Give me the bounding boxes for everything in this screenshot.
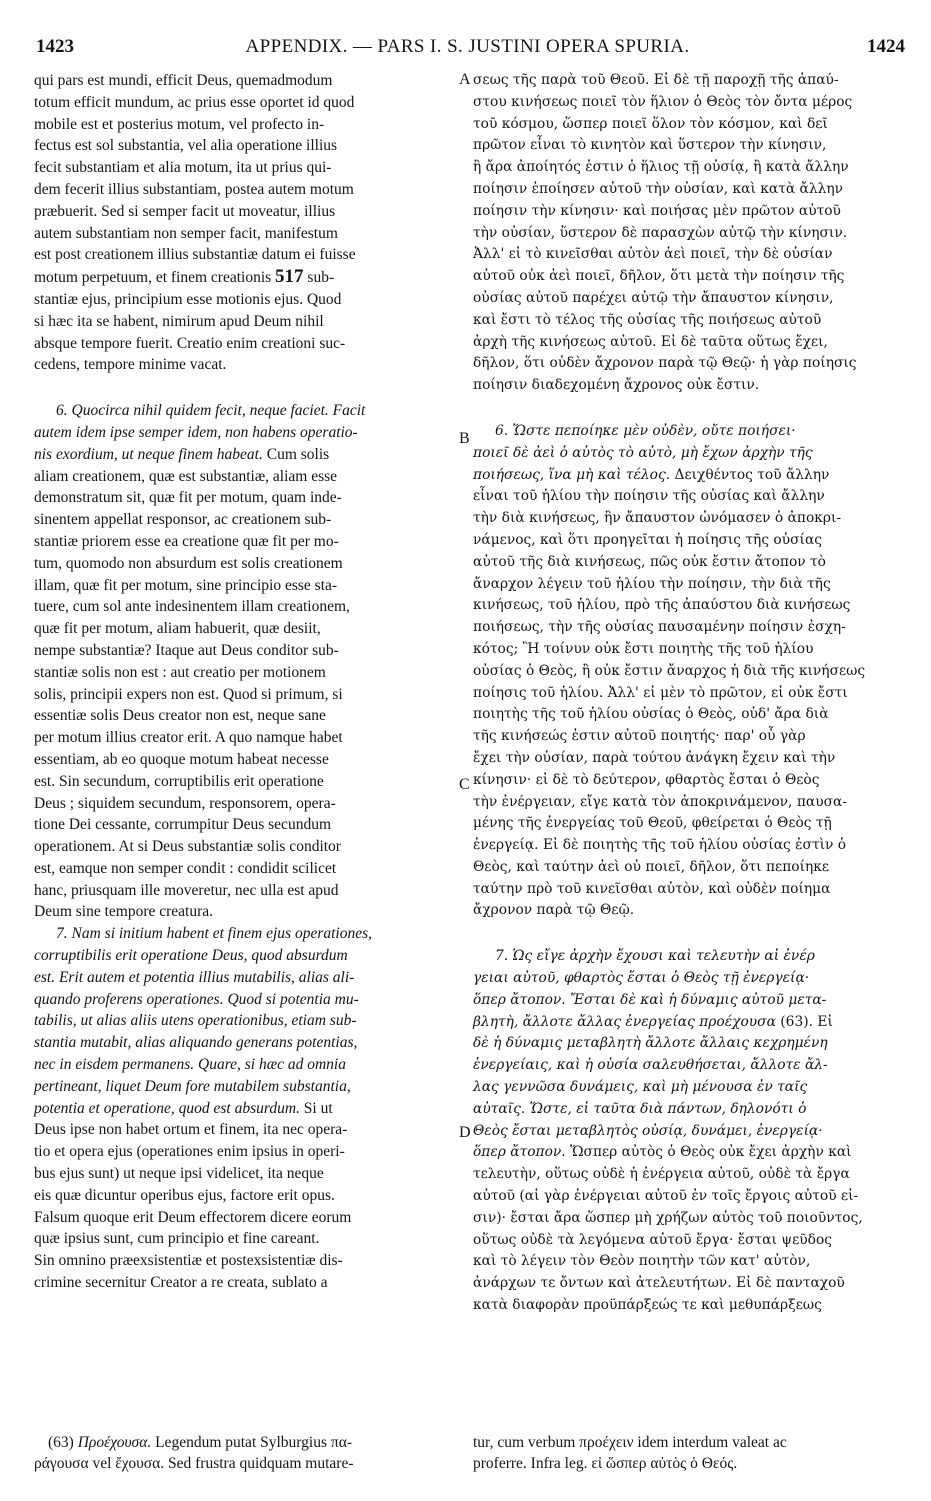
text-line: δὲ ἡ δύναμις μεταβλητὴ ἄλλοτε ἄλλαις κεχρημένη [473,1035,828,1052]
column-number: 517 [275,266,304,288]
page-number-right: 1424 [867,36,905,57]
footnote-line: ράγουσα vel ἔχουσα. Sed frustra quidquam mutare- [34,1455,354,1472]
roman-run: Si ut [299,1099,333,1117]
text-line: πρῶτον εἶναι τὸ κινητὸν καὶ ὕστερον τὴν κίνησιν, [473,137,827,154]
text-line: ποιήσεως, τὴν τῆς οὐσίας παυσαμένην ποίησιν ἐσχη- [473,619,846,636]
text-line: ὅπερ ἄτοπον. Ἔσται δὲ καὶ ἡ δύναμις αὐτοῦ μετα- [473,991,827,1008]
text-line: totum efficit mundum, ac prius esse oportet id quod [34,93,355,111]
text-line: εἶναι τοῦ ἡλίου τὴν ποίησιν τῆς οὐσίας καὶ ἄλλην [473,488,825,505]
text-line: tum, quomodo non absurdum est solis creationem [34,554,343,572]
text-line [473,1012,905,1034]
footnote-right [473,1432,905,1474]
text-line: λας γεννῶσα δυνάμεις, καὶ μὴ μένουσα ἐν ταῖς [473,1079,808,1096]
text-line [34,444,452,466]
text-line: τὴν ἐνέργειαν, εἴγε κατὰ τὸν ἀποκρινάμενον, παυσα- [473,793,847,810]
text-line: stantiæ solis non est : aut creatio per motionem [34,663,326,681]
text-line: ἀρχὴ τῆς κινήσεως αὐτοῦ. Εἰ δὲ ταῦτα οὕτως ἔχει, [473,333,828,350]
text-line: autem idem ipse semper idem, non habens operatio- [34,423,358,441]
text-line: Sin omnino præexsistentiæ et postexsistentiæ dis- [34,1252,343,1270]
italic-run: nis exordium, ut neque finem habeat. [34,445,263,463]
text-line: quæ ipsius sunt, cum principio et fine careant. [34,1230,320,1248]
text-line: τελευτὴν, οὕτως οὐδὲ ἡ ἐνέργεια αὐτοῦ, οὐδὲ τὰ ἔργα [473,1166,850,1183]
text-line: οὕτως οὐδὲ τὰ λεγόμενα αὐτοῦ ἔργα· ἔσται ψεῦδος [473,1231,832,1248]
footnote-line: tur, cum verbum προέχειν idem interdum valeat ac [473,1434,787,1451]
footnote-number: (63) [48,1434,74,1451]
greek-paragraph-7 [473,946,905,1317]
text-line: aliam creationem, quæ est substantiæ, aliam esse [34,467,338,485]
text-line: sinentem appellat responsor, ac creationem sub- [34,511,332,529]
text-line: est, eamque non semper condit : condidit scilicet [34,859,337,877]
text-line-end: sub- [307,269,335,287]
text-line: stantiæ priorem esse ea creatione quæ fit per mo- [34,532,339,550]
text-line: tio et opera ejus (operationes enim ipsius in operi- [34,1143,345,1161]
text-line: operationem. At si Deus substantiæ solis conditor [34,838,341,856]
text-line: essentiam, ab eo quoque motum habeat necesse [34,750,329,768]
text-line: mobile est et posterius motum, vel profecto in- [34,115,325,133]
text-line: illam, quæ fit per motum, sine principio esse sta- [34,576,338,594]
text-line: tione Dei cessante, corrumpitur Deus secundum [34,816,331,834]
text-line: ταύτην πρὸ τοῦ κινεῖσθαι αὐτὸν, καὶ οὐδὲν ποίημα [473,880,831,897]
text-line: κίνησιν· εἰ δὲ τὸ δεύτερον, φθαρτὸς ἔσται ὁ Θεὸς [473,771,820,788]
roman-run: Cum solis [262,445,330,463]
text-line: αὐτοῦ (αἱ γὰρ ἐνέργειαι αὐτοῦ ἐν τοῖς ἔργοις αὐτοῦ εἰ- [473,1188,859,1205]
latin-column [34,70,452,1294]
text-line: Ἀλλ' εἰ τὸ κινεῖσθαι αὐτὸν ἀεὶ ποιεῖ, τὴν δὲ οὐσίαν [473,246,833,263]
text-line: quæ fit per motum, aliam habuerit, quæ desiit, [34,620,321,638]
footnote-text: Legendum putat Sylburgius πα- [151,1434,352,1451]
greek-column [473,70,905,1317]
text-line: nec in eisdem permanens. Quare, si hæc ad omnia [34,1056,346,1074]
text-line: στου κινήσεως ποιεῖ τὸν ἥλιον ὁ Θεὸς τὸν ὄντα μέρος [473,93,853,110]
roman-run: Δειχθέντος τοῦ ἄλλην [670,466,830,483]
text-line: ἄχρονον παρὰ τῷ Θεῷ. [473,902,635,919]
text-line: tabilis, ut alias aliis utens operationibus, etiam sub- [34,1012,357,1030]
text-line: ποίησιν τὴν κίνησιν· καὶ ποιήσας μὲν πρῶτον αὐτοῦ [473,202,841,219]
text-line: dem fecerit illius substantiam, postea autem motum [34,180,354,198]
text-line [34,266,452,289]
text-line: Deus ; siquidem secundum, responsorem, opera- [34,794,336,812]
text-line: bus ejus sunt) ut neque ipsi videlicet, ita neque [34,1165,324,1183]
text-line: ποιεῖ δὲ ἀεὶ ὁ αὐτὸς τὸ αὐτὸ, μὴ ἔχων ἀρχὴν τῆς [473,444,813,461]
running-title: APPENDIX. — PARS I. S. JUSTINI OPERA SPURIA. [245,36,690,57]
footnote-left [34,1432,452,1474]
footnote-line [34,1432,452,1453]
italic-run: potentia et operatione, quod est absurdum. [34,1099,300,1117]
text-line: solis, principii expers non est. Quod si primum, si [34,685,343,703]
text-line: ποίησιν διαδεχομένη ἄχρονος οὐκ ἔστιν. [473,377,760,394]
text-line: quando proferens operationes. Quod si potentia mu- [34,990,359,1008]
text-line: 6. Quocirca nihil quidem fecit, neque faciet. Facit [56,402,366,420]
text-line: οὐσίας αὐτοῦ παρέχει αὐτῷ τὴν ἄπαυστον κίνησιν, [473,289,834,306]
text-line: μένης τῆς ἐνεργείας τοῦ Θεοῦ, φθείρεται ὁ Θεὸς τῇ [473,815,832,832]
latin-paragraph-7 [34,923,452,1294]
text-line: κότος; Ἢ τοίνυν οὐκ ἔστι ποιητὴς τῆς τοῦ ἡλίου [473,640,814,657]
latin-paragraph-1 [34,70,452,376]
text-line: σιν)· ἔσται ἄρα ὥσπερ μὴ χρήζων αὐτὸς τοῦ ποιοῦντος, [473,1209,863,1226]
text-line: fectus est sol substantia, vel alia operatione illius [34,137,338,155]
text-line: ποίησις τοῦ ἡλίου. Ἀλλ' εἰ μὲν τὸ πρῶτον, εἰ οὐκ ἔστι [473,684,848,701]
text-line: si hæc ita se habent, nimirum apud Deum nihil [34,312,324,330]
text-line: est. Sin secundum, corruptibilis erit operatione [34,772,324,790]
text-line: demonstratum sit, quæ fit per motum, quam inde- [34,489,342,507]
text-line: qui pars est mundi, efficit Deus, quemadmodum [34,72,333,89]
text-line: stantia mutabit, alias aliquando generans potentias, [34,1034,358,1052]
text-line: ἀνάρχων τε ὄντων καὶ ἀτελευτήτων. Εἰ δὲ πανταχοῦ [473,1275,845,1292]
text-line: καὶ ἔστι τὸ τέλος τῆς οὐσίας τῆς ποιήσεως αὐτοῦ [473,311,822,328]
margin-marker-d: D [459,1124,471,1141]
text-line: Θεὸς, καὶ ταύτην ἀεὶ οὐ ποιεῖ, δῆλον, ὅτι πεποίηκε [473,858,830,875]
text-line: τοῦ κόσμου, ὥσπερ ποιεῖ ὅλον τὸν κόσμον, καὶ δεῖ [473,115,828,132]
text-line: cedens, tempore minime vacat. [34,356,227,374]
text-line: δῆλον, ὅτι οὐδὲν ἄχρονον παρὰ τῷ Θεῷ· ἡ γὰρ ποίησις [473,355,857,372]
text-line: nempe substantiæ? Itaque aut Deus conditor sub- [34,641,339,659]
italic-run: ὅπερ ἄτοπον. [473,1144,566,1161]
margin-marker-b: B [459,430,470,447]
text-line: σεως τῆς παρὰ τοῦ Θεοῦ. Εἰ δὲ τῇ παροχῇ τῆς ἀπαύ- [473,72,839,88]
text-line: κατὰ διαφορὰν προϋπάρξεώς τε καὶ μεθυπάρξεως [473,1297,822,1314]
text-line: ἐνεργείαις, καὶ ἡ οὐσία σαλευθήσεται, ἄλλοτε ἄλ- [473,1057,828,1074]
text-line: καὶ τὸ λέγειν τὸν Θεὸν ποιητὴν τῶν κατ' αὐτὸν, [473,1253,811,1270]
roman-run: Ὥσπερ αὐτὸς ὁ Θεὸς οὐκ ἔχει ἀρχὴν καὶ [565,1144,852,1161]
text-line: ἔχει τὴν οὐσίαν, παρὰ τούτου ἀνάγκη ἔχειν καὶ τὴν [473,749,836,766]
text-line: ποιητὴς τῆς τοῦ ἡλίου οὐσίας ὁ Θεὸς, οὐδ' ἄρα διὰ [473,706,829,723]
text-line: corruptibilis erit operatione Deus, quod absurdum [34,947,348,965]
running-header [30,34,905,60]
text-line: ἢ ἄρα ἀποίητός ἐστιν ὁ ἥλιος τῇ οὐσίᾳ, ἢ κατὰ ἄλλην [473,159,849,176]
text-line: αὐτοῦ οὐκ ἀεὶ ποιεῖ, δῆλον, ὅτι μετὰ τὴν ποίησιν τῆς [473,268,845,285]
text-line: ἐνεργείᾳ. Εἰ δὲ ποιητὴς τῆς τοῦ ἡλίου οὐσίας ἐστὶν ὁ [473,837,847,854]
text-line: 6. Ὥστε πεποίηκε μὲν οὐδὲν, οὔτε ποιήσει· [495,422,796,439]
text-line: κινήσεως, τοῦ ἡλίου, πρὸ τῆς ἀπαύστου διὰ κινήσεως [473,597,851,614]
text-line: essentiæ solis Deus creator non est, neque sane [34,707,326,725]
italic-run: ποιήσεως, ἵνα μὴ καὶ τέλος. [473,466,671,483]
text-line: pertineant, liquet Deum fore mutabilem substantia, [34,1077,351,1095]
text-line: eis quæ dicuntur operibus ejus, factore erit opus. [34,1186,335,1204]
text-line: est post creationem illius substantiæ datum ei fuisse [34,246,356,264]
text-line: præbuerit. Sed si semper facit ut moveatur, illius [34,202,336,220]
roman-run: (63). Εἰ [775,1013,833,1030]
text-line: νάμενος, καὶ ὅτι προηγεῖται ἡ ποίησις τῆς οὐσίας [473,531,822,548]
text-line: est. Erit autem et potentia illius mutabilis, alias ali- [34,968,355,986]
text-line: tuere, cum sol ante indesinentem illam creationem, [34,598,350,616]
text-line: 7. Ὡς εἴγε ἀρχὴν ἔχουσι καὶ τελευτὴν αἱ ἐνέρ [495,948,815,965]
text-line: τὴν διὰ κινήσεως, ἣν ἄπαυστον ὠνόμασεν ὁ ἀποκρι- [473,510,842,527]
latin-paragraph-6 [34,400,452,923]
text-line: Falsum quoque erit Deum effectorem dicere eorum [34,1208,352,1226]
text-line: per motum illius creator erit. A quo namque habet [34,729,343,747]
text-line: Deum sine tempore creatura. [34,903,214,921]
text-line: Θεὸς ἔσται μεταβλητὸς οὐσίᾳ, δυνάμει, ἐνεργείᾳ· [473,1122,823,1139]
text-line: 7. Nam si initium habent et finem ejus operationes, [56,925,373,943]
margin-marker-c: C [459,776,470,793]
text-line: absque tempore fuerit. Creatio enim creationi suc- [34,334,346,352]
text-line: hanc, priusquam ille moveretur, nec ulla est apud [34,881,339,899]
greek-paragraph-6 [473,421,905,922]
italic-run: βλητὴ, ἄλλοτε ἄλλας ἐνεργείας προέχουσα [473,1013,776,1030]
text-line: οὐσίας ὁ Θεὸς, ἢ οὐκ ἔστιν ἄναρχος ἡ διὰ τῆς κινήσεως [473,662,866,679]
text-line: ποίησιν ἐποίησεν αὐτοῦ τὴν οὐσίαν, καὶ κατὰ ἄλλην [473,180,843,197]
text-line: stantiæ ejus, principium esse motionis ejus. Quod [34,290,342,308]
text-line: fecit substantiam et alia motum, ita ut prius qui- [34,159,332,177]
page-number-left: 1423 [36,36,74,57]
text-line: Deus ipse non habet ortum et finem, ita nec opera- [34,1121,348,1139]
text-line: ἄναρχον λέγειν τοῦ ἡλίου τὴν ποίησιν, τὴν διὰ τῆς [473,575,831,592]
text-line-start: motum perpetuum, et finem creationis [34,269,272,287]
text-line: τὴν οὐσίαν, ὕστερον δὲ παρασχὼν αὐτῷ τὴν κίνησιν. [473,224,848,241]
footnote-lemma: Προέχουσα. [77,1434,152,1451]
margin-marker-a: A [459,71,471,88]
text-line [473,465,905,487]
text-line [473,1142,905,1164]
text-line: αὐτοῦ τῆς διὰ κινήσεως, πῶς οὐκ ἔστιν ἄτοπον τὸ [473,553,826,570]
text-line: αὐταῖς. Ὥστε, εἰ ταῦτα διὰ πάντων, δηλονότι ὁ [473,1100,807,1117]
text-line: τῆς κινήσεώς ἐστιν αὐτοῦ ποιητής· παρ' οὗ γὰρ [473,728,806,745]
text-line: γειαι αὐτοῦ, φθαρτὸς ἔσται ὁ Θεὸς τῇ ἐνεργείᾳ· [473,970,810,987]
footnote-line: proferre. Infra leg. εἰ ὥσπερ αὐτὸς ὁ Θεός. [473,1455,738,1472]
text-line: autem substantiam non semper facit, manifestum [34,224,338,242]
greek-paragraph-1 [473,70,905,397]
text-line [34,1098,452,1120]
text-line: crimine secernitur Creator a re creata, sublato a [34,1274,328,1292]
